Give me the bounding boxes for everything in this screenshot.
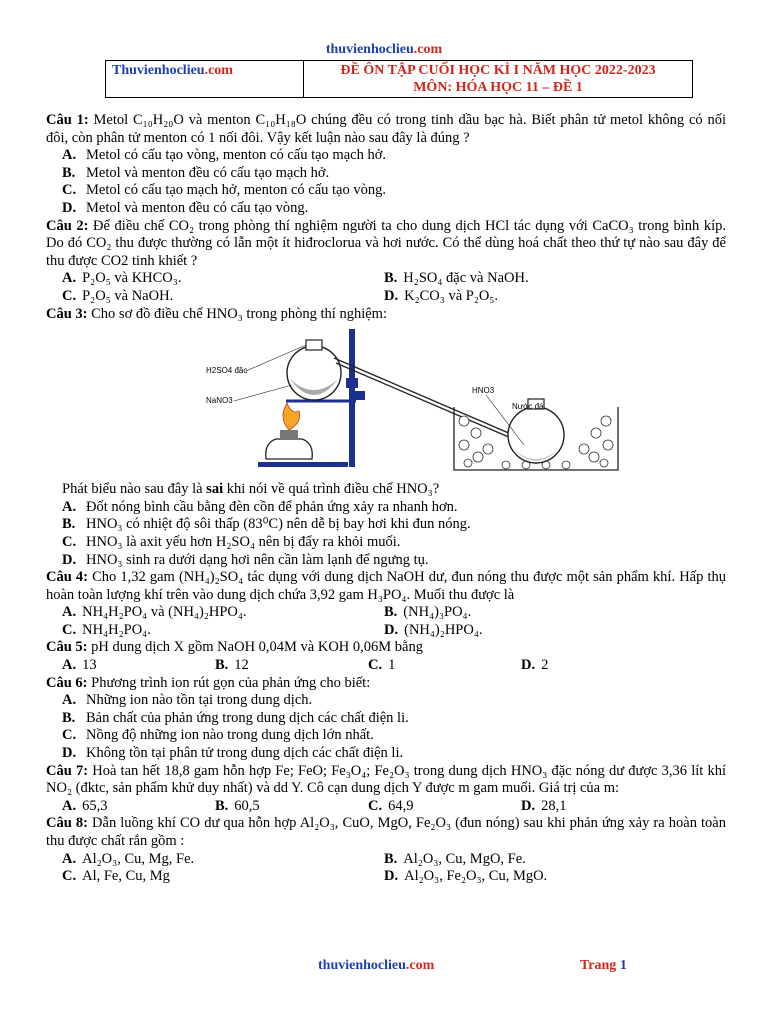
option-1a: A. Metol có cấu tạo vòng, menton có cấu tạo mạch hở. [62,147,386,164]
question-1 [46,112,726,147]
flask-clamp [346,378,358,388]
option-1d: D. Metol và menton đều có cấu tạo vòng. [62,199,309,216]
option-1b: B. Metol và menton đều có cấu tạo mạch hở. [62,164,330,181]
leader-nano3 [234,385,292,401]
option-5c: C. 1 [368,657,396,674]
option-2d: D. K₂CO₃ và P₂O₅. [384,287,499,304]
label-ice-water: Nước đá [512,402,544,412]
option-2a: A. P₂O₅ và KHCO₃. [62,270,182,287]
options-2-row2 [46,288,726,306]
lamp-neck [280,430,298,440]
flask-neck [306,340,322,350]
options-4-row1 [46,604,726,622]
question-5: Câu 5: pH dung dịch X gồm NaOH 0,04M và KOH 0,06M bằng [46,639,423,656]
option-6b: B. Bản chất của phản ứng trong dung dịch các chất điện li. [62,709,409,726]
option-6d: D. Không tồn tại phân tử trong dung dịch các chất điện li. [62,745,404,762]
flame-icon [283,403,300,430]
option-3d: D. HNO₃ sinh ra dưới dạng hơi nên cần làm lạnh để ngưng tụ. [62,551,429,568]
question-2: Câu 2: Để điều chế CO₂ trong phòng thí nghiệm người ta cho dung dịch HCl tác dụng với CaCO₃ trong bình kíp. Do đó CO₂ thu được thường có lẫn một ít hiđroclorua và hơi nước. Có thể dùng hoá chất theo thứ tự nào sau đây để thu được CO2 tinh khiết ? [46,217,726,269]
option-6c: C. Nồng độ những ion nào trong dung dịch lớn nhất. [62,727,374,744]
option-2b: B. H₂SO₄ đặc và NaOH. [384,270,529,287]
option-8d: D. Al₂O₃, Fe₂O₃, Cu, MgO. [384,868,548,885]
header-site-name: Thuvienhoclieu [112,63,205,78]
option-5a: A. 13 [62,657,97,674]
options-2-row1 [46,270,726,288]
options-8-row1 [46,851,726,869]
option-7c: C. 64,9 [368,797,414,814]
option-4c: C. NH₄H₂PO₄. [62,621,151,638]
exam-subject: MÔN: HÓA HỌC 11 – ĐỀ 1 [413,80,583,95]
site-domain: .com [413,42,443,57]
option-3b: B. HNO₃ có nhiệt độ sôi thấp (83⁰C) nên dễ bị bay hơi khi đun nóng. [62,516,471,533]
page-number: Trang 1 [580,958,627,973]
site-header-link[interactable] [0,42,768,58]
option-3a: A. Đốt nóng bình cầu bằng đèn cồn để phản ứng xảy ra nhanh hơn. [62,498,458,515]
question-3: Câu 3: Cho sơ đồ điều chế HNO₃ trong phòng thí nghiệm: [46,305,387,322]
question-7: Câu 7: Hoà tan hết 18,8 gam hỗn hợp Fe; FeO; Fe₃O₄; Fe₂O₃ trong dung dịch HNO₃ đặc nóng dư được 3,36 lít khí NO₂ (đktc, sản phẩm khử duy nhất) và dd Y. Cô cạn dung dịch Y được m gam muối. Giá trị của m: [46,762,726,797]
options-7 [46,798,726,816]
option-4b: B. (NH₄)₃PO₄. [384,604,472,621]
option-6a: A. Những ion nào tồn tại trong dung dịch. [62,692,313,709]
option-7d: D. 28,1 [521,797,567,814]
delivery-tube-bottom [336,363,518,441]
question-6: Câu 6: Phương trình ion rút gọn của phản ứng cho biết: [46,674,371,691]
question-4: Câu 4: Cho 1,32 gam (NH₄)₂SO₄ tác dụng với dung dịch NaOH dư, đun nóng thu được một sản phẩm khí. Hấp thụ hoàn toàn lượng khí trên vào dung dịch chứa 3,92 gam H₃PO₄. Muối thu được là [46,569,726,603]
options-5 [46,657,726,675]
apparatus-diagram [206,325,626,475]
questions [46,112,726,886]
options-8-row2 [46,868,726,886]
question-text: Metol C₁₀H₂₀O và menton C₁₀H₁₈O chúng đều có trong tinh dầu bạc hà. Biết phân tử metol không có nối đôi, còn phân tử menton có 1 nối đôi. Vậy kết luận nào sau đây là đúng ? [46,112,726,146]
stand-base [258,462,348,467]
option-4d: D. (NH₄)₂HPO₄. [384,621,483,638]
option-7b: B. 60,5 [215,797,260,814]
exam-title: ĐỀ ÔN TẬP CUỐI HỌC KÌ I NĂM HỌC 2022-2023 [340,63,656,78]
option-3c: C. HNO₃ là axit yếu hơn H₂SO₄ nên bị đẩy ra khỏi muối. [62,533,401,550]
header-title-cell [304,61,693,98]
footer-site-link[interactable]: thuvienhoclieu.com [318,958,435,973]
header-site-domain: .com [204,63,233,78]
header-site-cell [106,61,304,98]
site-name: thuvienhoclieu [325,42,414,57]
tube-clamp [349,391,365,400]
label-h2so4: H2SO4 đặc [206,366,248,376]
option-8b: B. Al₂O₃, Cu, MgO, Fe. [384,850,526,867]
options-4-row2 [46,622,726,640]
spirit-lamp [266,439,313,459]
question-label: Câu 1: [46,112,89,128]
option-5b: B. 12 [215,657,249,674]
option-4a: A. NH₄H₂PO₄ và (NH₄)₂HPO₄. [62,604,247,621]
question-3-stem: Phát biểu nào sau đây là sai khi nói về quá trình điều chế HNO₃? [62,481,440,498]
option-2c: C. P₂O₅ và NaOH. [62,287,174,304]
hno3-apparatus-figure [46,323,726,481]
option-8a: A. Al₂O₃, Cu, Mg, Fe. [62,850,195,867]
option-8c: C. Al, Fe, Cu, Mg [62,868,170,885]
exam-header-table [105,60,693,98]
question-8: Câu 8: Dẫn luồng khí CO dư qua hỗn hợp Al₂O₃, CuO, MgO, Fe₂O₃ (đun nóng) sau khi phản ứng xảy ra hoàn toàn thu được chất rắn gồm : [46,815,726,849]
label-nano3: NaNO3 [206,396,233,406]
option-1c: C. Metol có cấu tạo mạch hở, menton có cấu tạo vòng. [62,182,386,199]
option-7a: A. 65,3 [62,797,108,814]
option-5d: D. 2 [521,657,549,674]
label-hno3: HNO3 [472,386,495,396]
